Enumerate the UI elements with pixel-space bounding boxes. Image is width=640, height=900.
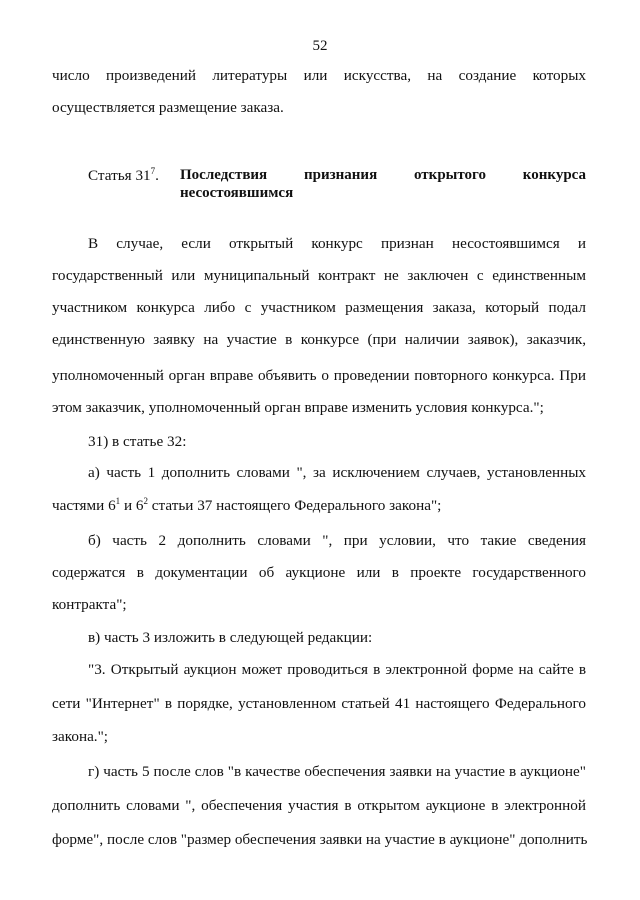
item-b-line: б) часть 2 дополнить словами ", при условии, что такие сведения [88, 532, 586, 549]
item-b-line: контракта"; [52, 596, 127, 613]
body-line: этом заказчик, уполномоченный орган вправе изменить условия конкурса."; [52, 399, 544, 416]
item-a-text: статьи 37 настоящего Федерального закона"; [148, 497, 442, 514]
article-label-sup: 7 [150, 165, 156, 176]
article-label-suffix: . [155, 167, 159, 184]
item-g-line: дополнить словами ", обеспечения участия в открытом аукционе в электронной [52, 797, 586, 814]
intro-line: осуществляется размещение заказа. [52, 99, 284, 116]
intro-line: число произведений литературы или искусства, на создание которых [52, 67, 586, 84]
item-a-sup: 2 [143, 495, 148, 506]
article-title-line: Последствия признания открытого конкурса [180, 167, 586, 183]
item-g-line: форме", после слов "размер обеспечения заявки на участие в аукционе" дополнить [52, 831, 588, 848]
article-title-line: несостоявшимся [180, 185, 294, 201]
item-a-text: частями 6 [52, 497, 116, 514]
body-line: уполномоченный орган вправе объявить о проведении повторного конкурса. При [52, 367, 586, 384]
item-a-line: а) часть 1 дополнить словами ", за исключением случаев, установленных [88, 464, 586, 481]
quote-line: "3. Открытый аукцион может проводиться в электронной форме на сайте в [88, 661, 586, 678]
article-label [88, 166, 159, 186]
body-line: участником конкурса либо с участником размещения заказа, который подал [52, 299, 586, 316]
item-a-sup: 1 [115, 495, 121, 506]
body-line: государственный или муниципальный контракт не заключен с единственным [52, 267, 586, 284]
body-line: единственную заявку на участие в конкурсе (при наличии заявок), заказчик, [52, 331, 586, 348]
article-label-text: Статья 31 [88, 167, 151, 184]
item-v: в) часть 3 изложить в следующей редакции: [88, 629, 373, 646]
item-g-line: г) часть 5 после слов "в качестве обеспечения заявки на участие в аукционе" [88, 763, 586, 780]
quote-line: сети "Интернет" в порядке, установленном статьей 41 настоящего Федерального [52, 695, 586, 712]
item-a-line [52, 496, 586, 516]
item-31: 31) в статье 32: [88, 433, 187, 450]
page-number: 52 [312, 38, 328, 54]
item-b-line: содержатся в документации об аукционе или в проекте государственного [52, 564, 586, 581]
article-title [180, 166, 586, 202]
quote-line: закона."; [52, 728, 109, 745]
item-a-text: и 6 [120, 497, 144, 514]
body-line: В случае, если открытый конкурс признан несостоявшимся и [88, 235, 586, 252]
